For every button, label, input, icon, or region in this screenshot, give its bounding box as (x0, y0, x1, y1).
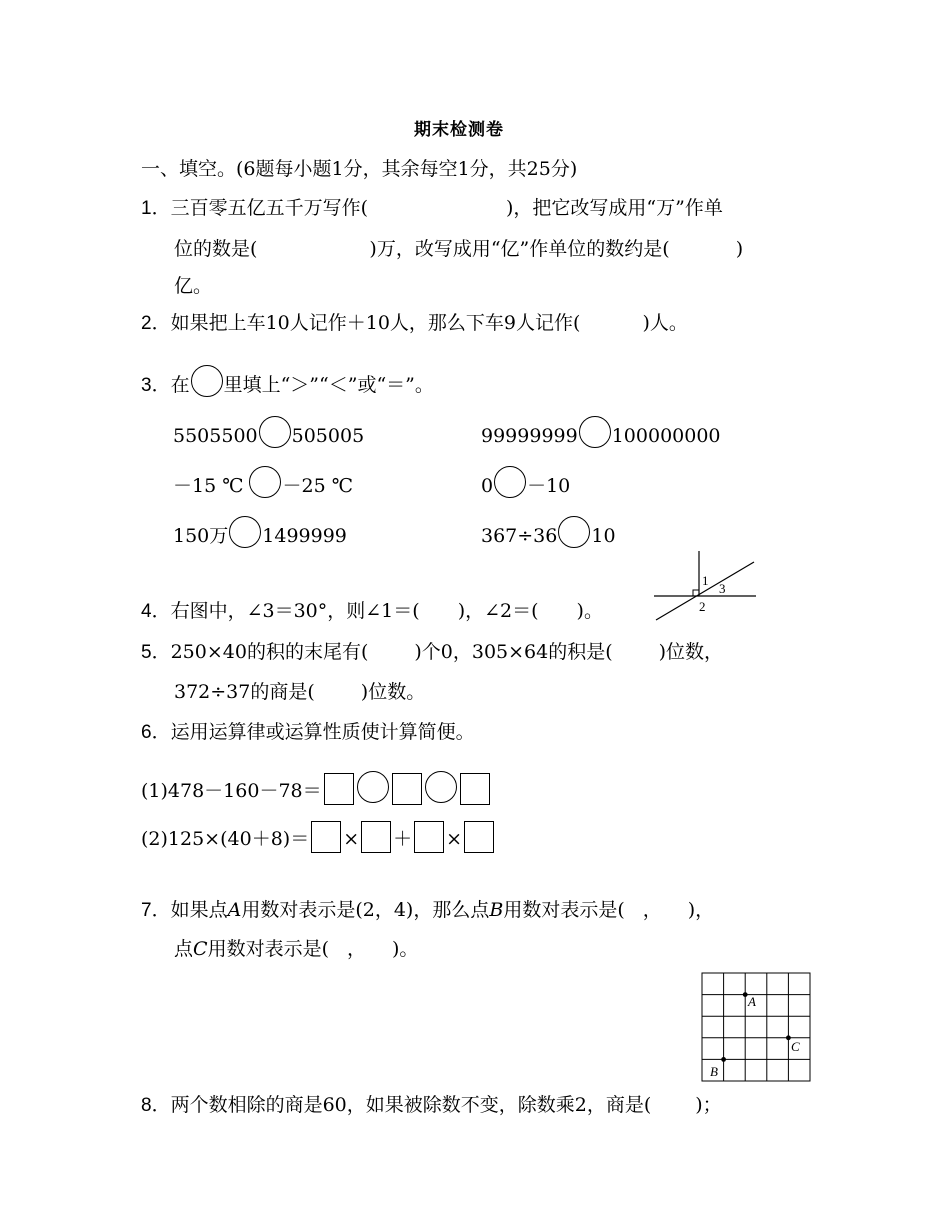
answer-box[interactable] (460, 773, 490, 805)
answer-circle[interactable] (249, 466, 281, 498)
angle-label-1: 1 (702, 573, 709, 588)
question-number: 1． (141, 198, 171, 219)
compare-item: 0 －10 (481, 466, 570, 498)
answer-box[interactable] (361, 821, 391, 853)
question-4: 4．右图中，∠3＝30°，则∠1＝( )，∠2＝( )。 (141, 600, 603, 622)
angle-label-2: 2 (699, 599, 706, 614)
answer-circle[interactable] (191, 365, 223, 397)
answer-circle[interactable] (229, 516, 261, 548)
answer-box[interactable] (392, 773, 422, 805)
answer-circle[interactable] (558, 516, 590, 548)
answer-circle[interactable] (425, 771, 457, 803)
question-number: 5． (141, 642, 171, 663)
compare-item: 150万 1499999 (173, 516, 347, 548)
grid-lines (702, 973, 810, 1081)
point-a (743, 992, 748, 997)
question-number: 8． (141, 1095, 171, 1116)
question-5-line-2: 372÷37的商是( )位数。 (174, 681, 426, 703)
answer-box[interactable] (414, 821, 444, 853)
compare-item: 99999999 100000000 (481, 416, 721, 448)
question-8: 8．两个数相除的商是60，如果被除数不变，除数乘2，商是( )； (141, 1094, 722, 1116)
question-1-line-1: 1．三百零五亿五千万写作( )，把它改写成用“万”作单 (141, 197, 723, 219)
question-7-line-1: 7．如果点A用数对表示是(2，4)，那么点B用数对表示是( ， )， (141, 899, 715, 921)
section-heading: 一、填空。(6题每小题1分，其余每空1分，共25分) (141, 158, 578, 180)
angle-label-3: 3 (719, 581, 726, 596)
question-number: 7． (141, 900, 171, 921)
question-number: 4． (141, 601, 171, 622)
compare-item: －15 ℃ －25 ℃ (173, 466, 353, 498)
point-b-label: B (710, 1064, 718, 1079)
point-b (721, 1057, 726, 1062)
answer-box[interactable] (464, 821, 494, 853)
coordinate-grid (700, 971, 814, 1085)
question-number: 6． (141, 722, 171, 743)
question-3: 3．在 里填上“＞”“＜”或“＝”。 (141, 365, 434, 397)
plus-sign: ＋ (393, 828, 413, 850)
answer-box[interactable] (324, 773, 354, 805)
answer-circle[interactable] (579, 416, 611, 448)
answer-circle[interactable] (259, 416, 291, 448)
question-5-line-1: 5．250×40的积的末尾有( )个0，305×64的积是( )位数， (141, 641, 724, 663)
question-1-line-3: 亿。 (174, 275, 213, 297)
compare-item: 5505500 505005 (173, 416, 364, 448)
page-title: 期末检测卷 (414, 120, 504, 140)
angle-figure (650, 548, 760, 624)
answer-circle[interactable] (494, 466, 526, 498)
question-1-line-2: 位的数是( )万，改写成用“亿”作单位的数约是( ) (174, 238, 744, 260)
question-number: 3． (141, 375, 171, 396)
answer-circle[interactable] (357, 771, 389, 803)
compare-item: 367÷36 10 (481, 516, 616, 548)
question-7-line-2: 点C用数对表示是( ， )。 (174, 938, 419, 960)
question-6-part-2: (2)125×(40＋8)＝ × ＋ × (141, 821, 496, 853)
point-a-label: A (748, 994, 756, 1009)
question-number: 2． (141, 313, 171, 334)
question-6: 6．运用运算律或运算性质使计算简便。 (141, 721, 475, 743)
question-6-part-1: (1)478－160－78＝ (141, 771, 492, 805)
answer-box[interactable] (311, 821, 341, 853)
question-2: 2．如果把上车10人记作＋10人，那么下车9人记作( )人。 (141, 312, 688, 334)
times-sign: × (343, 828, 360, 850)
times-sign: × (446, 828, 463, 850)
point-c-label: C (791, 1039, 800, 1054)
